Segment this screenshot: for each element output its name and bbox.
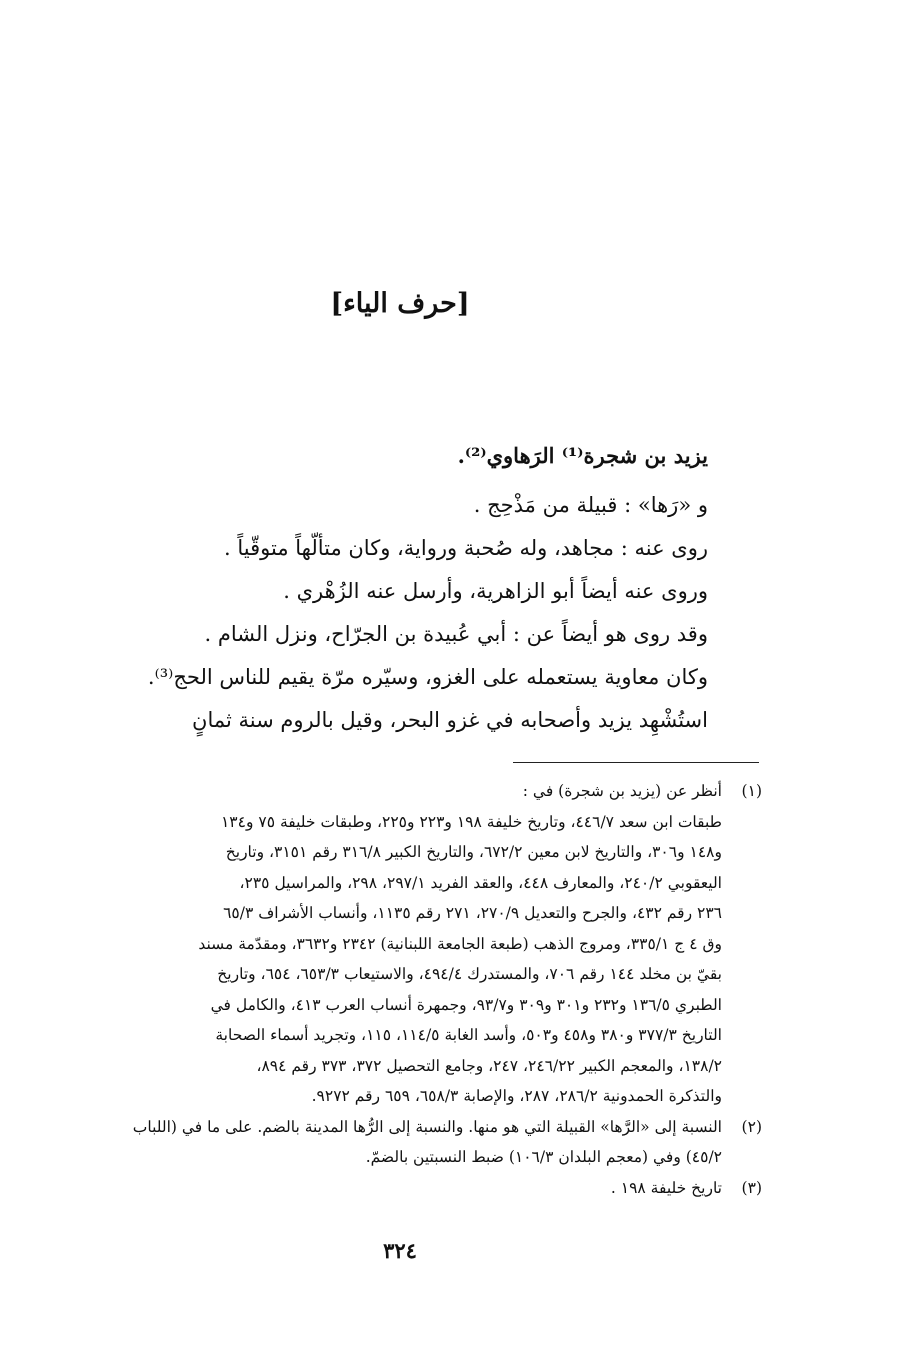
footnote-line: بقيّ بن مخلد ١٤٤ رقم ٧٠٦، والمستدرك ٤٩٤/٤، والاستيعاب ٦٥٣/٣، ٦٥٤، وتاريخ	[217, 965, 722, 983]
entry-line: روى عنه : مجاهد، وله صُحبة ورواية، وكان متألّهاً متوقّياً .	[224, 536, 708, 560]
entry-line: وقد روى هو أيضاً عن : أبي عُبيدة بن الجرّاح، ونزل الشام .	[204, 622, 708, 646]
footnote-text: النسبة إلى «الرَّها» القبيلة التي هو منها. والنسبة إلى الرُّها المدينة بالضم. على ما في (اللباب	[132, 1117, 722, 1136]
footnote-line: طبقات ابن سعد ٤٤٦/٧، وتاريخ خليفة ١٩٨ و٢٢٣ و٢٢٥، وطبقات خليفة ٧٥ و١٣٤	[220, 812, 722, 831]
footnote-text: أنظر عن (يزيد بن شجرة) في :	[522, 782, 722, 800]
footnote-line: التاريخ ٣٧٧/٣ و٣٨٠ و٤٥٨ و٥٠٣، وأسد الغابة ١١٤/٥، ١١٥، وتجريد أسماء الصحابة	[215, 1026, 722, 1044]
footnote-number: (٢)	[741, 1117, 762, 1136]
footnote-2	[62, 1112, 762, 1143]
footnote-line: و١٤٨ و٣٠٦، والتاريخ لابن معين ٦٧٢/٢، والتاريخ الكبير ٣١٦/٨ رقم ٣١٥١، وتاريخ	[225, 843, 722, 861]
entry-heading: يزيد بن شجرة⁽¹⁾ الرَهاوي⁽²⁾.	[457, 443, 708, 468]
section-title: [حرف الياء]	[330, 288, 470, 319]
footnote-line: والتذكرة الحمدونية ٢٨٦/٢، ٢٨٧، والإصابة ٦٥٨/٣، ٦٥٩ رقم ٩٢٧٢.	[311, 1087, 722, 1105]
entry-line: و «رَها» : قبيلة من مَذْحِج .	[473, 493, 708, 517]
biography-entry	[68, 434, 708, 742]
entry-line: وكان معاوية يستعمله على الغزو، وسيّره مرّة يقيم للناس الحج⁽³⁾.	[147, 665, 708, 689]
footnote-line: اليعقوبي ٢٤٠/٢، والمعارف ٤٤٨، والعقد الفريد ٢٩٧/١، ٢٩٨، والمراسيل ٢٣٥،	[239, 873, 722, 892]
footnote-line: ١٣٨/٢، والمعجم الكبير ٢٤٦/٢٢، ٢٤٧، وجامع التحصيل ٣٧٢، ٣٧٣ رقم ٨٩٤،	[256, 1056, 722, 1075]
entry-line: استُشْهِد يزيد وأصحابه في غزو البحر، وقيل بالروم سنة ثمانٍ	[192, 708, 708, 732]
footnote-line: ٤٥/٢) وفي (معجم البلدان ١٠٦/٣) ضبط النسبتين بالضمّ.	[365, 1148, 722, 1166]
footnotes	[62, 776, 762, 1203]
footnote-line: ٢٣٦ رقم ٤٣٢، والجرح والتعديل ٢٧٠/٩، ٢٧١ رقم ١١٣٥، وأنساب الأشراف ٦٥/٣	[223, 904, 722, 922]
footnote-number: (٣)	[741, 1178, 762, 1197]
entry-line: وروى عنه أيضاً أبو الزاهرية، وأرسل عنه الزُهْري .	[283, 579, 708, 603]
footnote-text: تاريخ خليفة ١٩٨ .	[610, 1178, 722, 1197]
footnote-line: وق ٤ ج ٣٣٥/١، ومروج الذهب (طبعة الجامعة اللبنانية) ٢٣٤٢ و٣٦٣٢، ومقدّمة مسند	[198, 934, 722, 953]
footnote-1	[62, 776, 762, 807]
footnote-3	[62, 1173, 762, 1204]
footnote-divider	[513, 762, 759, 763]
footnote-line: الطبري ١٣٦/٥ و٢٣٢ و٣٠١ و٣٠٩ و٩٣/٧، وجمهرة أنساب العرب ٤١٣، والكامل في	[210, 995, 722, 1014]
footnote-number: (١)	[741, 782, 762, 800]
page-number: ٣٢٤	[383, 1238, 417, 1263]
